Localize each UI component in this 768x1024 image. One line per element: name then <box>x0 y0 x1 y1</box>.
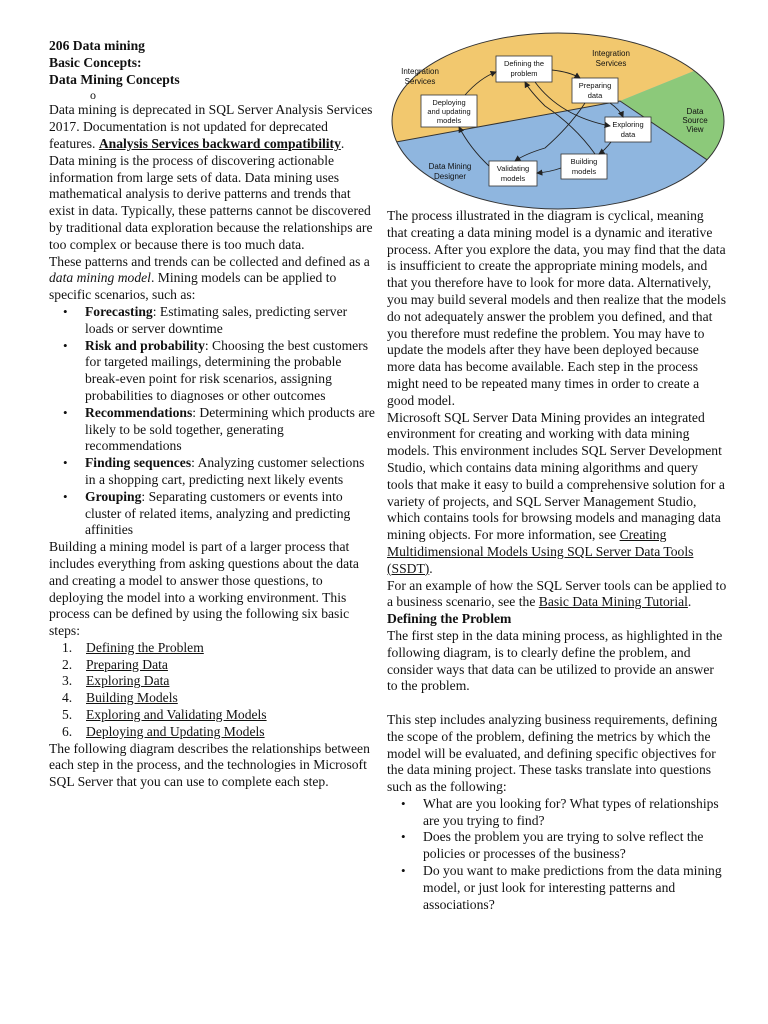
list-item: • Recommendations: Determining which products are likely to be sold together, generating recommendations <box>49 405 377 455</box>
box-defining-problem <box>496 56 552 82</box>
diagram-intro-paragraph: The following diagram describes the relationships between each step in the process, and the technologies in Microsoft SQL Server that you can use to complete each step. <box>49 740 370 790</box>
label-data-mining-designer: Data Mining <box>428 162 472 171</box>
label-integration-services-left: Integration <box>401 67 439 76</box>
backward-compat-link[interactable]: Analysis Services backward compatibility <box>98 135 341 151</box>
svg-text:Exploring: Exploring <box>612 120 644 129</box>
section-title: Basic Concepts: <box>49 54 142 70</box>
label-data-source-view: Data <box>686 107 704 116</box>
scenario-list <box>49 304 377 539</box>
process-paragraph: Building a mining model is part of a larger process that includes everything from asking questions about the data and creating a model to answer those questions, to deploying the model into a working environment. This process can be defined by using the following six basic steps: <box>49 539 359 639</box>
deprecation-note: Data mining is deprecated in SQL Server Analysis Services 2017. Documentation is not updated for deprecated features. Analysis Services backward compatibility. <box>49 102 373 151</box>
intro-paragraph: Data mining is the process of discovering actionable information from large sets of data. Data mining uses mathematical analysis to derive patterns and trends that exist in data. Typically, these patterns cannot be discovered by traditional data exploration because the relationships are too complex or because there is too much data. <box>49 152 373 252</box>
box-preparing-data <box>572 78 618 103</box>
questions-list <box>387 796 727 914</box>
svg-text:data: data <box>620 130 636 139</box>
list-item: 3. Exploring Data <box>62 673 170 689</box>
box-building-models <box>561 154 607 179</box>
box-exploring-data <box>605 117 651 142</box>
tutorial-paragraph: For an example of how the SQL Server tools can be applied to a business scenario, see the Basic Data Mining Tutorial. <box>387 577 727 610</box>
svg-text:problem: problem <box>510 69 538 78</box>
svg-text:Deploying: Deploying <box>432 98 466 107</box>
page-title: Data Mining Concepts <box>49 71 180 87</box>
list-item: • Do you want to make predictions from the data mining model, or just look for interesting patterns and associations? <box>387 863 727 913</box>
multidimensional-models-link[interactable]: Creating Multidimensional Models Using SQL Server Data Tools (SSDT) <box>387 527 694 576</box>
patterns-paragraph: These patterns and trends can be collected and defined as a data mining model. Mining models can be applied to specific scenarios, such as: <box>49 253 370 303</box>
step-link-building-models[interactable]: Building Models <box>86 690 178 706</box>
svg-text:Services: Services <box>595 59 627 68</box>
list-item: • Risk and probability: Choosing the best customers for targeted mailings, determining the probable break-even point for risk scenarios, assigning probabilities to diagnoses or other outcomes <box>49 338 377 405</box>
doc-number-title: 206 Data mining <box>49 38 145 53</box>
right-column <box>387 208 727 913</box>
svg-text:models: models <box>571 167 597 176</box>
svg-text:View: View <box>686 125 704 134</box>
list-item: • Forecasting: Estimating sales, predicting server loads or server downtime <box>49 304 377 338</box>
step-link-validating-models[interactable]: Exploring and Validating Models <box>86 707 267 723</box>
svg-text:Defining the: Defining the <box>503 59 545 68</box>
svg-text:models: models <box>500 174 526 183</box>
list-item: 6. Deploying and Updating Models <box>62 723 265 739</box>
svg-text:Services: Services <box>404 77 436 86</box>
label-integration-services-right: Integration <box>592 49 630 58</box>
step-link-exploring-data[interactable]: Exploring Data <box>86 673 170 689</box>
svg-text:Building: Building <box>570 157 598 166</box>
step-link-defining-problem[interactable]: Defining the Problem <box>86 639 204 655</box>
basic-tutorial-link[interactable]: Basic Data Mining Tutorial <box>538 594 688 610</box>
svg-text:models: models <box>436 116 462 125</box>
process-cycle-diagram <box>385 26 731 214</box>
box-deploying-models <box>421 95 477 127</box>
sql-server-paragraph: Microsoft SQL Server Data Mining provides an integrated environment for creating and working with data mining models. This environment includes SQL Server Development Studio, which contains data mining algorithms and query tools that make it easy to build a comprehensive solution for a variety of projects, and SQL Server Management Studio, which contains tools for browsing models and managing data mining objects. For more information, see Creating Multidimensional Models Using SQL Server Data Tools (SSDT). <box>387 409 725 576</box>
left-column <box>49 38 377 791</box>
list-item: • Grouping: Separating customers or events into cluster of related items, analyzing and predicting affinities <box>49 489 377 539</box>
svg-text:data: data <box>587 91 603 100</box>
list-item: • Finding sequences: Analyzing customer selections in a shopping cart, predicting next likely events <box>49 455 377 489</box>
list-item: 1. Defining the Problem <box>62 639 204 655</box>
sub-bullet-circle: o <box>90 88 96 103</box>
paragraph-gap <box>387 695 727 712</box>
list-item: • Does the problem you are trying to solve reflect the policies or processes of the business? <box>387 829 727 863</box>
list-item: • What are you looking for? What types of relationships are you trying to find? <box>387 796 727 830</box>
list-item: 5. Exploring and Validating Models <box>62 707 267 723</box>
svg-text:and updating: and updating <box>427 107 471 116</box>
svg-text:Validating: Validating <box>496 164 530 173</box>
defining-problem-heading: Defining the Problem <box>387 611 512 627</box>
business-requirements-paragraph: This step includes analyzing business requirements, defining the scope of the problem, defining the metrics by which the model will be evaluated, and defining specific objectives for the data mining project. These tasks translate into questions such as the following: <box>387 711 718 795</box>
list-item: 4. Building Models <box>62 690 178 706</box>
cyclical-process-paragraph: The process illustrated in the diagram is cyclical, meaning that creating a data mining model is a dynamic and iterative process. After you explore the data, you may find that the data is insufficient to create the appropriate mining models, and that you therefore have to look for more data. Alternatively, you may build several models and then realize that the models do not adequately answer the problem you defined, and that you therefore must redefine the problem. You may have to update the models after they have been deployed because more data has become available. Each step in the process might need to be repeated many times in order to create a good model. <box>387 208 726 408</box>
box-validating-models <box>489 161 537 186</box>
svg-text:Preparing: Preparing <box>578 81 612 90</box>
step-link-preparing-data[interactable]: Preparing Data <box>86 656 168 672</box>
svg-text:Source: Source <box>682 116 708 125</box>
first-step-paragraph: The first step in the data mining process, as highlighted in the following diagram, is to clearly define the problem, and consider ways that data can be utilized to provide an answer to the problem. <box>387 627 723 694</box>
steps-list <box>49 640 377 741</box>
list-item: 2. Preparing Data <box>62 656 168 672</box>
step-link-deploying-models[interactable]: Deploying and Updating Models <box>86 723 265 739</box>
svg-text:Designer: Designer <box>433 172 467 181</box>
